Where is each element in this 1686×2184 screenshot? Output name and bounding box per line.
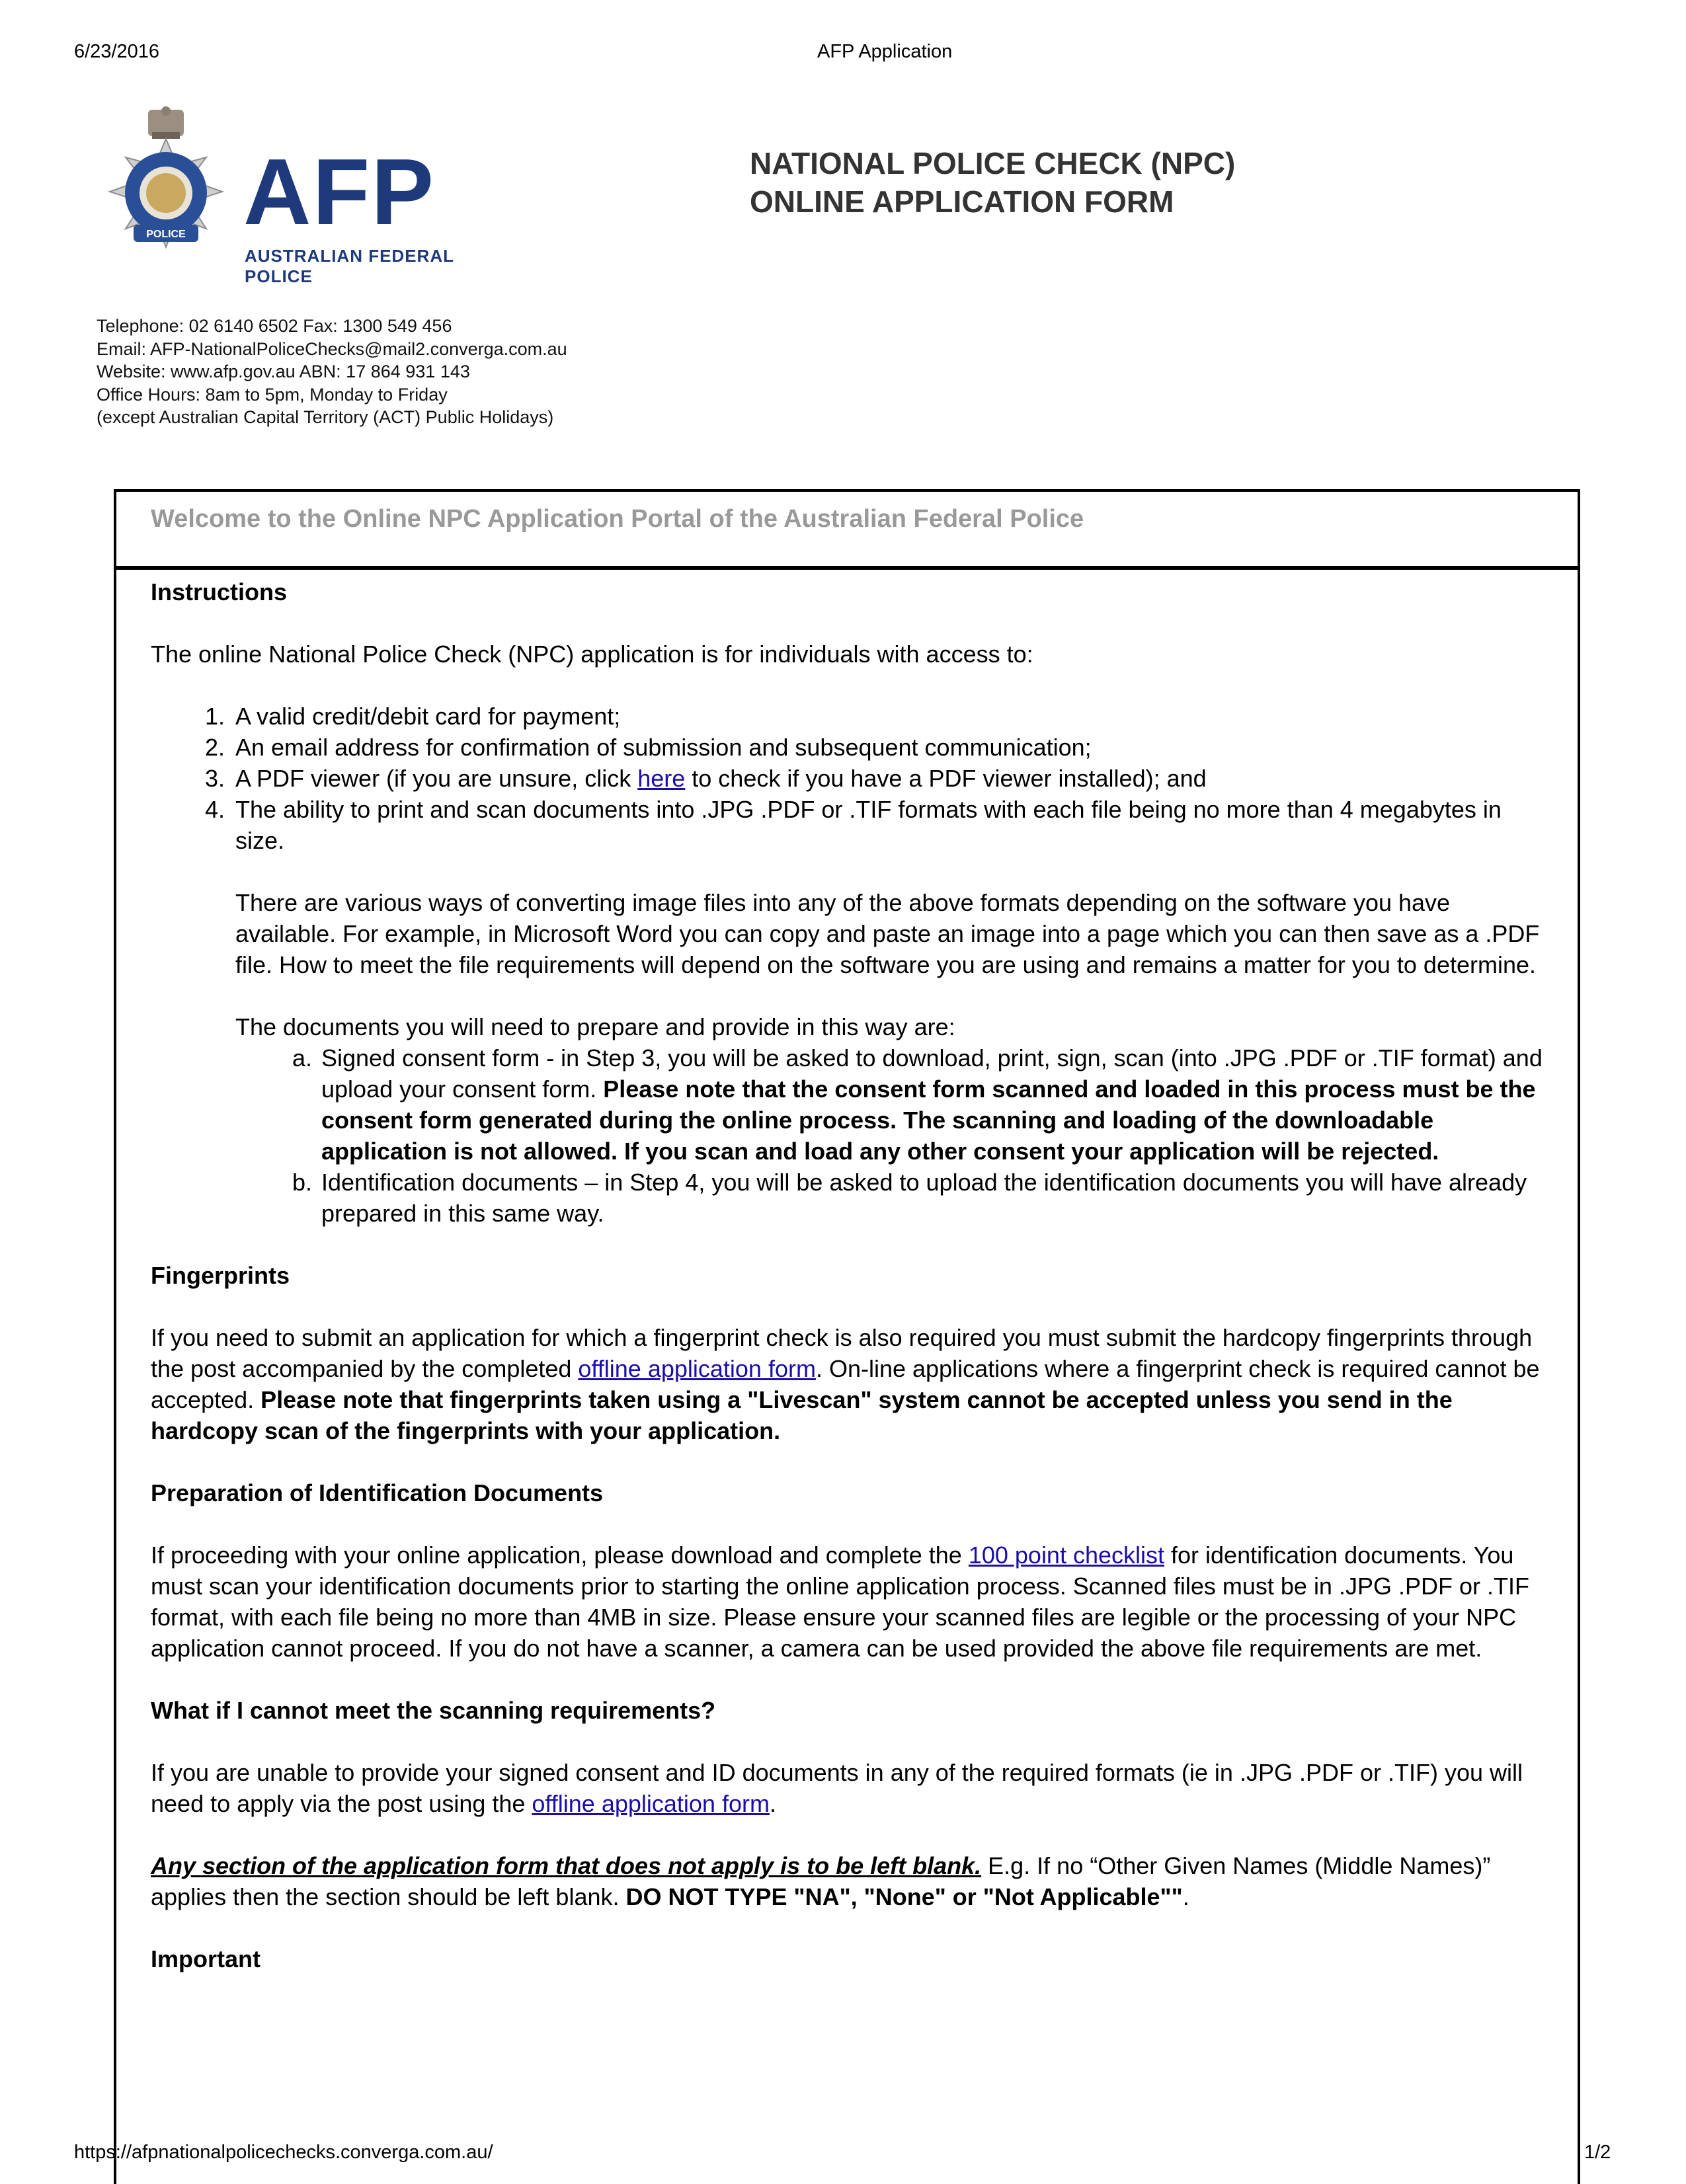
blank-rule-end: .	[1182, 1883, 1189, 1910]
list-item	[231, 701, 1546, 732]
list-item-text: Signed consent form - in Step 3, you will be asked to download, print, sign, scan (into .JPG .PDF or .TIF format) and upload your consent form.	[321, 1044, 1543, 1103]
logo-letters: AFP	[243, 139, 435, 245]
print-url: https://afpnationalpolicechecks.converga.com.au/	[74, 2142, 493, 2163]
fingerprints-text: If you need to submit an application for which a fingerprint check is also required you must submit the hardcopy fingerprints through the post accompanied by the completed	[151, 1324, 1533, 1382]
blank-rule-text: E.g. If no “Other Given Names (Middle Names)” applies then the section should be left blank.	[151, 1852, 1491, 1910]
contact-hours: Office Hours: 8am to 5pm, Monday to Friday	[97, 384, 448, 405]
list-item-text: to check if you have a PDF viewer installed); and	[685, 765, 1207, 792]
instructions-content	[151, 576, 1546, 1974]
100-point-checklist-link[interactable]: 100 point checklist	[968, 1541, 1165, 1569]
scanning-paragraph	[151, 1757, 1546, 1819]
instructions-intro: The online National Police Check (NPC) application is for individuals with access to:	[151, 641, 1033, 668]
contact-website: Website: www.afp.gov.au ABN: 17 864 931 143	[97, 362, 470, 381]
print-page-number: 1/2	[1584, 2142, 1611, 2163]
consent-warning: Please note that the consent form scanned and loaded in this process must be the consent form generated during the online process. The scanning and loading of the downloadable application is not allowed. If you scan and load any other consent your application will be rejected.	[321, 1075, 1536, 1165]
list-item-text: An email address for confirmation of submission and subsequent communication;	[235, 734, 1092, 761]
scanning-text: If you are unable to provide your signed consent and ID documents in any of the required formats (ie in .JPG .PDF or .TIF) you will need to apply via the post using the	[151, 1759, 1523, 1817]
contact-phone: Telephone: 02 6140 6502 Fax: 1300 549 456	[97, 316, 452, 336]
afp-badge-icon	[97, 106, 235, 271]
list-item	[231, 732, 1546, 763]
contact-block	[97, 315, 567, 429]
scanning-text: .	[769, 1790, 776, 1817]
important-heading: Important	[151, 1945, 261, 1972]
instructions-heading: Instructions	[151, 578, 288, 605]
badge-police-text: POLICE	[146, 229, 186, 240]
offline-application-form-link[interactable]: offline application form	[578, 1355, 816, 1382]
blank-rule-warning: DO NOT TYPE "NA", "None" or "Not Applicable""	[625, 1883, 1183, 1910]
preparation-paragraph	[151, 1540, 1546, 1664]
list-item	[231, 763, 1546, 794]
scanning-heading: What if I cannot meet the scanning requirements?	[151, 1697, 716, 1724]
list-item-text: A PDF viewer (if you are unsure, click	[235, 765, 638, 792]
fingerprints-heading: Fingerprints	[151, 1262, 290, 1289]
list-item	[319, 1167, 1546, 1229]
preparation-text: for identification documents. You must scan your identification documents prior to starting the online application process. Scanned files must be in .JPG .PDF or .TIF format, with each file being no more than 4MB in size. Please ensure your scanned files are legible or the processing of your NPC application cannot proceed. If you do not have a scanner, a camera can be used provided the above file requirements are met.	[151, 1541, 1529, 1662]
documents-list	[319, 1042, 1546, 1229]
afp-logo	[97, 106, 467, 286]
contact-holidays: (except Australian Capital Territory (ACT) Public Holidays)	[97, 407, 554, 427]
documents-intro: The documents you will need to prepare and provide in this way are:	[235, 1013, 955, 1040]
blank-rule-emphasis: Any section of the application form that does not apply is to be left blank.	[151, 1852, 982, 1879]
form-title	[750, 144, 1235, 221]
livescan-warning: Please note that fingerprints taken using a "Livescan" system cannot be accepted unless you send in the hardcopy scan of the fingerprints with your application.	[151, 1386, 1453, 1444]
form-title-line1: NATIONAL POLICE CHECK (NPC)	[750, 146, 1236, 180]
preparation-text: If proceeding with your online application, please download and complete the	[151, 1541, 969, 1569]
pdf-viewer-check-link[interactable]: here	[637, 765, 686, 792]
fingerprints-paragraph	[151, 1322, 1546, 1446]
preparation-heading: Preparation of Identification Documents	[151, 1479, 604, 1506]
form-title-line2: ONLINE APPLICATION FORM	[750, 184, 1174, 219]
logo-subtitle: AUSTRALIAN FEDERAL POLICE	[245, 246, 454, 286]
list-item-text: The ability to print and scan documents into .JPG .PDF or .TIF formats with each file being no more than 4 megabytes in size.	[235, 796, 1502, 854]
list-item	[231, 794, 1546, 856]
blank-rule-paragraph	[151, 1850, 1546, 1912]
contact-email: Email: AFP-NationalPoliceChecks@mail2.converga.com.au	[97, 338, 567, 359]
list-item	[319, 1042, 1546, 1167]
welcome-heading: Welcome to the Online NPC Application Portal of the Australian Federal Police	[151, 505, 1084, 533]
print-page-title: AFP Application	[817, 41, 953, 62]
convert-paragraph: There are various ways of converting image files into any of the above formats depending on the software you have available. For example, in Microsoft Word you can copy and paste an image into a page which you can then save as a .PDF file. How to meet the file requirements will depend on the software you are using and remains a matter for you to determine.	[235, 889, 1540, 978]
welcome-bar	[116, 492, 1578, 570]
print-date: 6/23/2016	[74, 41, 160, 62]
portal-panel	[114, 489, 1580, 2184]
fingerprints-text: . On-line applications where a fingerprint check is required cannot be accepted.	[151, 1355, 1540, 1413]
list-item-text: A valid credit/debit card for payment;	[235, 703, 621, 730]
requirements-list	[151, 701, 1546, 856]
offline-application-form-link-2[interactable]: offline application form	[532, 1790, 770, 1817]
list-item-text: Identification documents – in Step 4, you will be asked to upload the identification documents you will have already prepared in this same way.	[321, 1169, 1527, 1227]
